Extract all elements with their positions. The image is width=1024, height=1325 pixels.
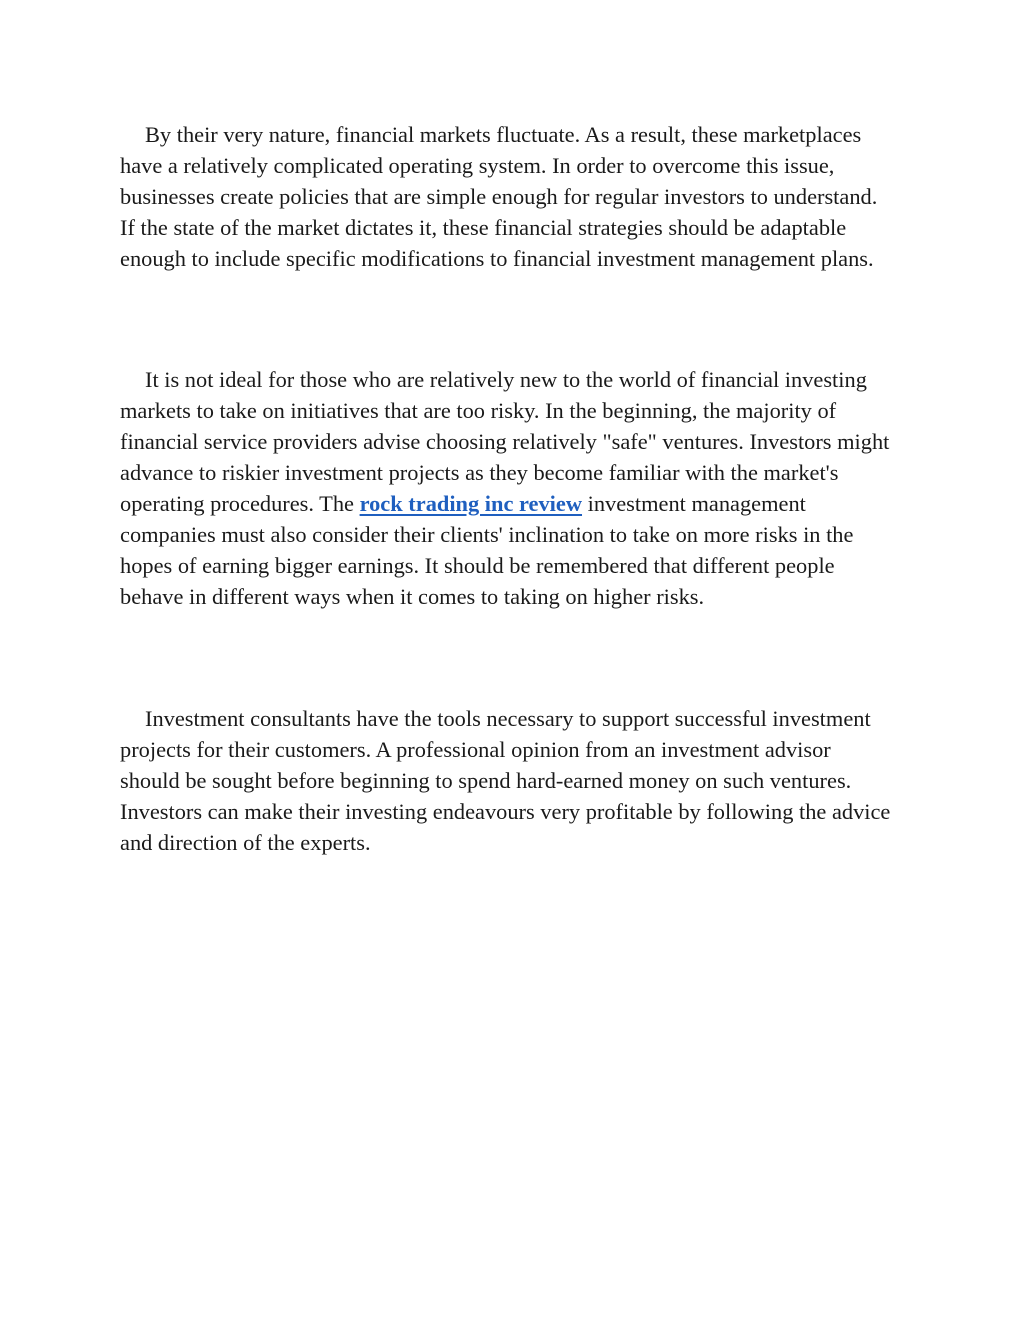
paragraph-1: By their very nature, financial markets fluctuate. As a result, these marketplaces have a relatively complicated operating system. In order to overcome this issue, businesses create policies that are simple enough for regular investors to understand. If the state of the market dictates it, these financial strategies should be adaptable enough to include specific modifications to financial investment management plans. — [120, 122, 878, 271]
rock-trading-review-link[interactable]: rock trading inc review — [359, 491, 583, 516]
paragraph-2 — [120, 364, 895, 612]
paragraph-2-text-end: investment management companies must also consider their clients' inclination to take on more risks in the hopes of earning bigger earnings. It should be remembered that different people behave in different ways when it comes to taking on higher risks. — [120, 491, 854, 609]
paragraph-3: Investment consultants have the tools necessary to support successful investment projects for their customers. A professional opinion from an investment advisor should be sought before beginning to spend hard-earned money on such ventures. Investors can make their investing endeavours very profitable by following the advice and direction of the experts. — [120, 706, 891, 855]
paragraph-2-text-start: It is not ideal for those who are relatively new to the world of financial investing markets to take on initiatives that are too risky. In the beginning, the majority of financial service providers advise choosing relatively "safe" ventures. Investors might advance to riskier investment projects as they become familiar with the market's operating procedures. The — [120, 367, 890, 516]
